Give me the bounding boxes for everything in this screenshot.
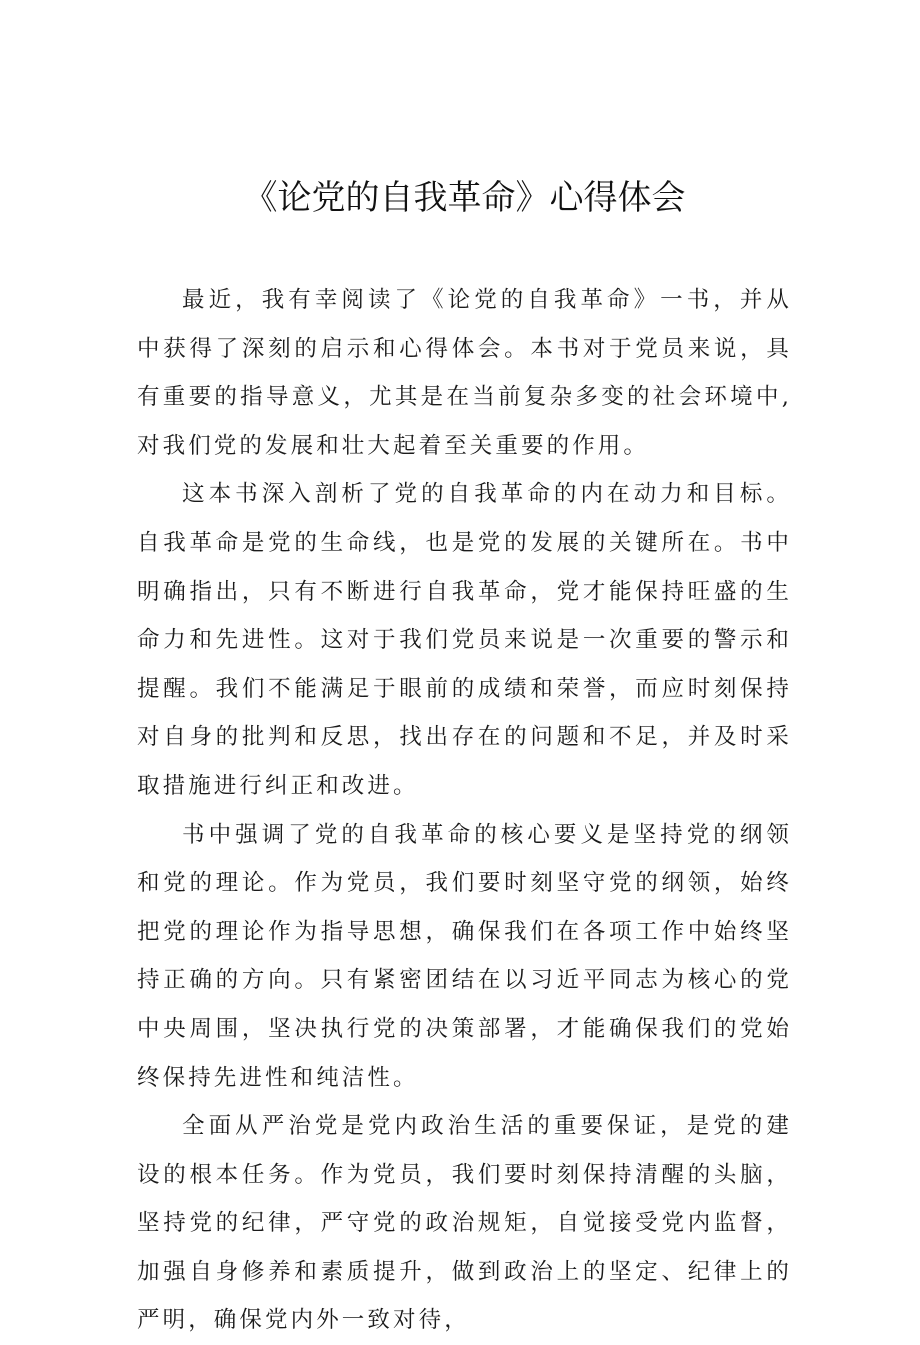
body-paragraph-1: 最近，我有幸阅读了《论党的自我革命》一书，并从中获得了深刻的启示和心得体会。本书对于党员来说，具有重要的指导意义，尤其是在当前复杂多变的社会环境中,对我们党的发展和壮大起着至关重要的作用。	[137, 287, 792, 459]
body-paragraph-3: 书中强调了党的自我革命的核心要义是坚持党的纲领和党的理论。作为党员，我们要时刻坚守党的纲领，始终把党的理论作为指导思想，确保我们在各项工作中始终坚持正确的方向。只有紧密团结在以习近平同志为核心的党中央周围，坚决执行党的决策部署，才能确保我们的党始终保持先进性和纯洁性。	[137, 821, 792, 1091]
body-paragraph-2: 这本书深入剖析了党的自我革命的内在动力和目标。自我革命是党的生命线，也是党的发展的关键所在。书中明确指出，只有不断进行自我革命，党才能保持旺盛的生命力和先进性。这对于我们党员来说是一次重要的警示和提醒。我们不能满足于眼前的成绩和荣誉，而应时刻保持对自身的批判和反思，找出存在的问题和不足，并及时采取措施进行纠正和改进。	[137, 481, 792, 799]
document-title: 《论党的自我革命》心得体会	[243, 178, 686, 218]
body-paragraph-4: 全面从严治党是党内政治生活的重要保证，是党的建设的根本任务。作为党员，我们要时刻保持清醒的头脑，坚持党的纪律，严守党的政治规矩，自觉接受党内监督，加强自身修养和素质提升，做到政治上的坚定、纪律上的严明，确保党内外一致对待，	[137, 1113, 792, 1334]
